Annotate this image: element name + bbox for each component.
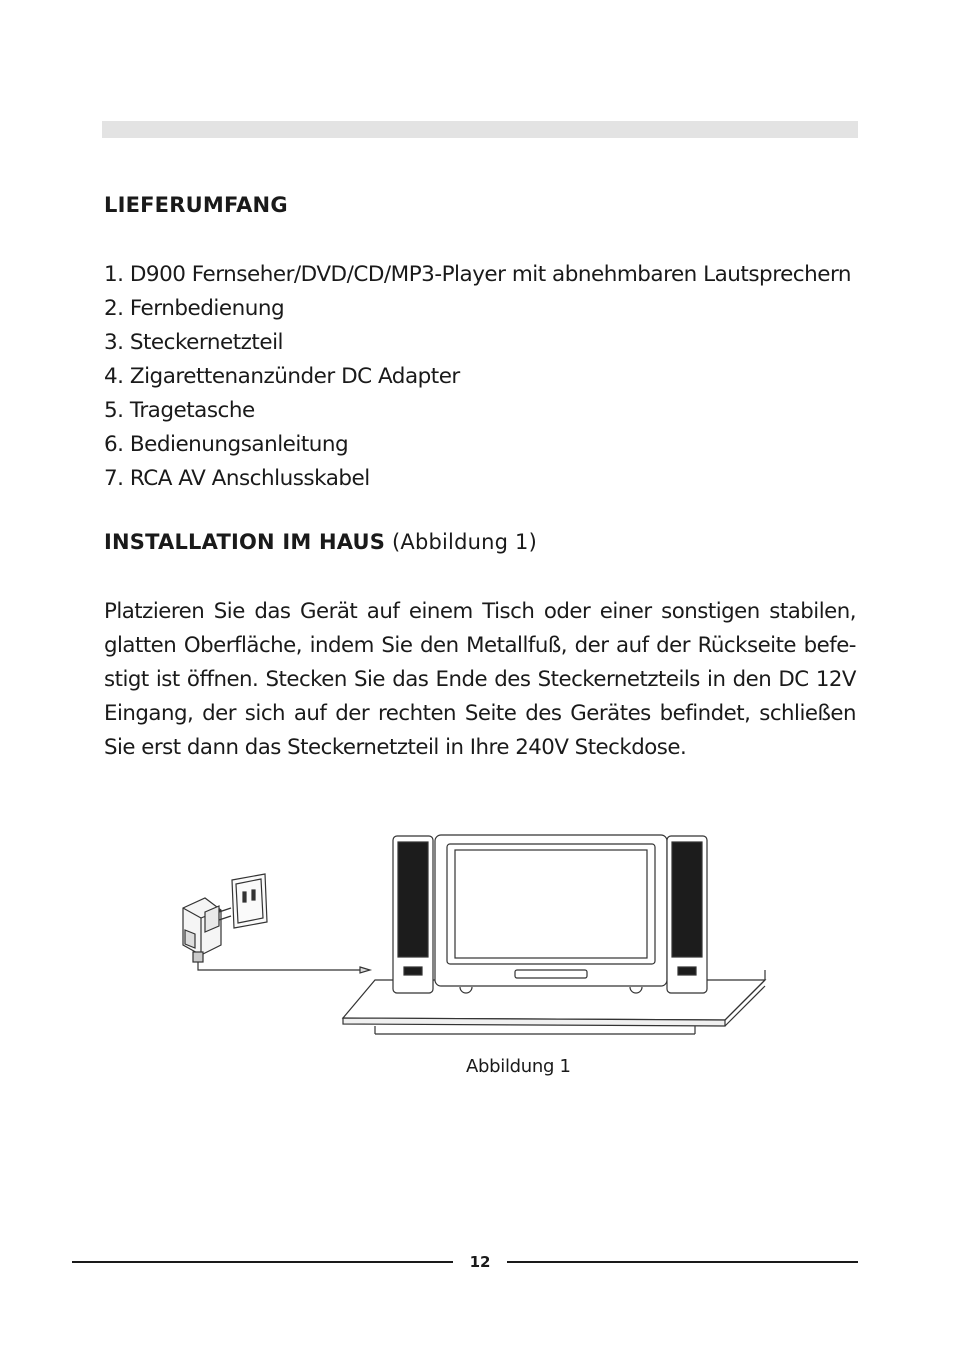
list-item: 7. RCA AV Anschlusskabel <box>104 466 370 491</box>
wall-socket-icon <box>232 874 267 928</box>
contents-list <box>104 258 851 496</box>
installation-illustration <box>175 830 775 1040</box>
power-adapter-icon <box>183 898 231 962</box>
header-bar <box>102 121 858 138</box>
installation-heading-reference: (Abbildung 1) <box>385 530 537 554</box>
footer-rule-right <box>507 1261 858 1263</box>
list-item: 6. Bedienungsanleitung <box>104 432 349 457</box>
list-item: 3. Steckernetzteil <box>104 330 284 355</box>
footer-rule-left <box>72 1261 453 1263</box>
installation-heading-title: INSTALLATION IM HAUS <box>104 530 386 554</box>
left-speaker-icon <box>393 836 433 993</box>
installation-paragraph: Platzieren Sie das Gerät auf einem Tisch oder einer sonstigen stabilen, glatten Oberfläche, indem Sie den Metallfuß, der auf der Rückseite befe-stigt ist öffnen. Stecken Sie das Ende des Steckernetzteils in den DC 12V Eingang, der sich auf der rechten Seite des Gerätes befindet, schließen Sie erst dann das Steckernetzteil in Ihre 240V Steckdose. <box>104 599 856 760</box>
right-speaker-icon <box>667 836 707 993</box>
contents-heading: LIEFERUMFANG <box>104 193 288 217</box>
list-item: 5. Tragetasche <box>104 398 255 423</box>
list-item: 4. Zigarettenanzünder DC Adapter <box>104 364 460 389</box>
list-item: 2. Fernbedienung <box>104 296 285 321</box>
page-number: 12 <box>469 1253 491 1271</box>
tv-screen-icon <box>435 835 667 993</box>
list-item: 1. D900 Fernseher/DVD/CD/MP3-Player mit abnehmbaren Lautsprechern <box>104 262 852 287</box>
figure-caption: Abbildung 1 <box>466 1056 571 1077</box>
installation-heading <box>104 530 537 554</box>
power-cable <box>198 962 360 970</box>
